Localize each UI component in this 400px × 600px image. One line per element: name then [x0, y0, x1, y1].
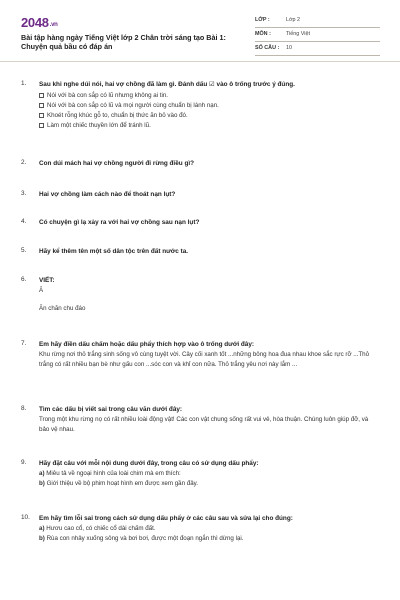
- sub-item: [39, 534, 379, 544]
- question-number: 5.: [21, 247, 27, 254]
- sub-item-text: Hươu cao cổ, có chiếc cổ dài chấm đất.: [46, 525, 156, 532]
- checkbox[interactable]: [39, 123, 44, 128]
- logo-main: 2048: [21, 15, 49, 30]
- option-item[interactable]: [39, 121, 379, 131]
- sub-item-text: Rùa con nhảy xuống sông và bơi bơi, được một đoạn ngắn thì dừng lại.: [46, 535, 244, 542]
- question-text: Em hãy điền dấu chấm hoặc dấu phẩy thích hợp vào ô trống dưới đây:: [39, 341, 255, 348]
- checkbox[interactable]: [39, 103, 44, 108]
- option-item[interactable]: [39, 91, 379, 101]
- question-text: Hãy đặt câu với mỗi nội dung dưới đây, trong câu có sử dụng dấu phẩy:: [39, 460, 259, 467]
- question-paragraph: Khu rừng nơi thỏ trắng sinh sống vô cùng tuyệt vời. Cây cối xanh tốt ...những bông hoa đua nhau khoe sắc rực rỡ ...Thỏ trắng có rất nhiều bạn bè như gấu con ...sóc con và khỉ con nữa. Thỏ trắng yêu nơi này lắm ...: [39, 351, 370, 368]
- question-number: 3.: [21, 190, 27, 197]
- sub-item-text: Giới thiệu về bộ phim hoạt hình em được xem gần đây.: [46, 480, 199, 487]
- meta-key: SỐ CÂU :: [255, 45, 280, 51]
- question-text: Hãy kể thêm tên một số dân tộc trên đất nước ta.: [39, 248, 189, 255]
- checkbox[interactable]: [39, 113, 44, 118]
- worksheet-header: [0, 0, 400, 62]
- question-number: 9.: [21, 459, 27, 466]
- question-number: 1.: [21, 80, 27, 87]
- meta-value: 10: [286, 45, 292, 51]
- meta-row-subject: [255, 28, 380, 42]
- sub-item: [39, 479, 379, 489]
- meta-key: MÔN :: [255, 31, 271, 37]
- practice-phrase: Ăn chăn chu đáo: [39, 305, 86, 312]
- question-items: [39, 524, 379, 544]
- worksheet-meta: [255, 14, 380, 56]
- option-item[interactable]: [39, 101, 379, 111]
- question-number: 7.: [21, 340, 27, 347]
- question-text: Có chuyện gì lạ xảy ra với hai vợ chồng sau nạn lụt?: [39, 219, 200, 226]
- sub-item-text: Miêu tả về ngoại hình của loài chim mà em thích:: [46, 470, 181, 477]
- question-number: 10.: [21, 514, 30, 521]
- question-text: Hai vợ chồng làm cách nào để thoát nạn lụt?: [39, 191, 176, 198]
- option-item[interactable]: [39, 111, 379, 121]
- question-number: 2.: [21, 159, 27, 166]
- sub-item-label: a): [39, 525, 45, 532]
- meta-value: Tiếng Việt: [286, 31, 310, 37]
- question-text: Con dúi mách hai vợ chồng người đi rừng điều gì?: [39, 160, 195, 167]
- question-number: 8.: [21, 405, 27, 412]
- option-label: Nói với bà con sắp có lũ và mọi người cùng chuẩn bị lánh nạn.: [47, 102, 219, 109]
- site-logo[interactable]: [21, 15, 58, 30]
- sub-item-label: a): [39, 470, 45, 477]
- sub-item: [39, 469, 379, 479]
- option-label: Khoét rỗng khúc gỗ to, chuẩn bị thức ăn bỏ vào đó.: [47, 112, 188, 119]
- question-options: [39, 91, 379, 131]
- meta-row-class: [255, 14, 380, 28]
- meta-key: LỚP :: [255, 17, 270, 23]
- checkbox[interactable]: [39, 93, 44, 98]
- sub-item-label: b): [39, 480, 45, 487]
- question-text: Sau khi nghe dúi nói, hai vợ chồng đã làm gì. Đánh dấu ☑ vào ô trống trước ý đúng.: [39, 81, 295, 88]
- option-label: Nói với bà con sắp có lũ nhưng không ai tin.: [47, 92, 169, 99]
- sub-item: [39, 524, 379, 534]
- question-paragraph: Trong một khu rừng nọ có rất nhiều loài động vật! Các con vật chung sống rất vui vẻ, hòa thuận. Chúng luôn giúp đỡ, và bảo vệ nhau.: [39, 416, 369, 433]
- question-number: 4.: [21, 218, 27, 225]
- question-text: VIẾT:: [39, 277, 55, 284]
- writing-practice: [39, 286, 379, 314]
- question-items: [39, 469, 379, 489]
- option-label: Làm một chiếc thuyền lớn để tránh lũ.: [47, 122, 151, 129]
- practice-letter: Ă: [39, 287, 44, 294]
- question-text: Tìm các dấu bị viết sai trong câu văn dưới đây:: [39, 406, 183, 413]
- question-text: Em hãy tìm lỗi sai trong cách sử dụng dấu phẩy ở các câu sau và sửa lại cho đúng:: [39, 515, 293, 522]
- worksheet-title: Bài tập hàng ngày Tiếng Việt lớp 2 Chân trời sáng tạo Bài 1: Chuyện quả bầu có đáp án: [21, 33, 226, 52]
- meta-row-count: [255, 42, 380, 56]
- logo-suffix: .vn: [49, 22, 58, 28]
- meta-value: Lớp 2: [286, 17, 301, 23]
- sub-item-label: b): [39, 535, 45, 542]
- question-number: 6.: [21, 276, 27, 283]
